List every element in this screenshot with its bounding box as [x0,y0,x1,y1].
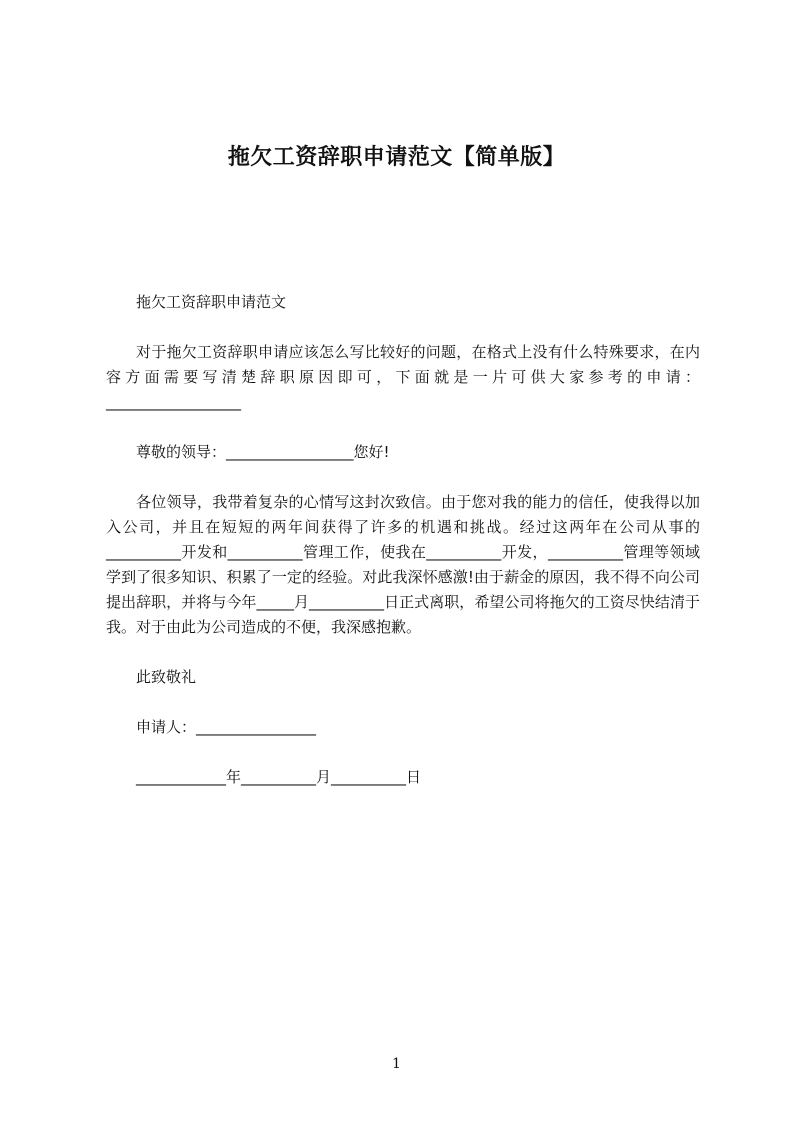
main-paragraph: 各位领导，我带着复杂的心情写这封次致信。由于您对我的能力的信任，使我得以加入公司，并且在短短的两年间获得了许多的机遇和挑战。经过这两年在公司从事的__________开发和__________管理工作，使我在__________开发，__________管理等领域学到了很多知识、积累了一定的经验。对此我深怀感激!由于薪金的原因，我不得不向公司提出辞职，并将与今年_____月__________日正式离职，希望公司将拖欠的工资尽快结清于我。对于由此为公司造成的不便，我深感抱歉。 [106,493,700,636]
date-line: ____________年__________月__________日 [136,768,422,786]
body-heading: 拖欠工资辞职申请范文 [136,293,287,311]
document-body [106,290,700,790]
closing: 此致敬礼 [136,668,197,686]
salutation: 尊敬的领导：_________________您好! [136,443,390,461]
intro-paragraph: 对于拖欠工资辞职申请应该怎么写比较好的问题，在格式上没有什么特殊要求，在内容方面需要写清楚辞职原因即可，下面就是一片可供大家参考的申请：__________________ [106,343,700,411]
page-number: 1 [392,1056,401,1072]
applicant-line: 申请人：________________ [136,718,317,736]
document-title: 拖欠工资辞职申请范文【简单版】 [227,145,566,170]
